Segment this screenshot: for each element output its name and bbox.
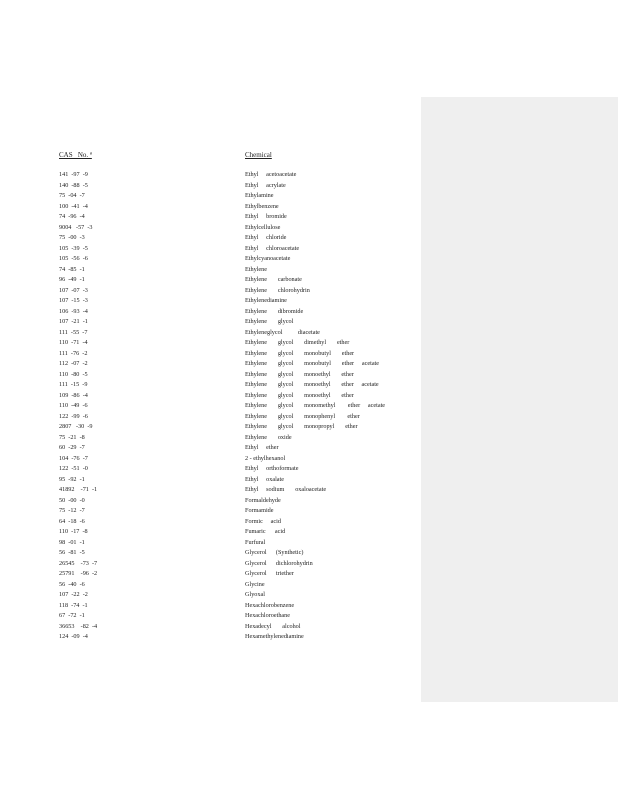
cas-number-column	[59, 170, 234, 643]
chemical-name-cell: Ethylene glycol	[245, 318, 294, 325]
cas-number-cell: 141 -97 -9	[59, 171, 88, 178]
cas-number-cell: 105 -56 -6	[59, 255, 88, 262]
chemical-name-cell: Ethylene glycol monobutyl ether acetate	[245, 360, 380, 367]
chemical-name-cell: Ethylene glycol dimethyl ether	[245, 339, 350, 346]
cas-number-cell: 67 -72 -1	[59, 612, 85, 619]
cas-number-cell: 112 -07 -2	[59, 360, 88, 367]
cas-number-cell: 100 -41 -4	[59, 202, 88, 210]
cas-number-cell: 107 -15 -3	[59, 297, 88, 304]
cas-number-cell: 107 -21 -1	[59, 318, 88, 325]
cas-number-cell: 56 -40 -6	[59, 580, 85, 588]
cas-number-cell: 98 -01 -1	[59, 538, 85, 546]
chemical-name-cell: Ethylene glycol monoethyl ether acetate	[245, 381, 379, 388]
chemical-name-cell: Glycerol triether	[245, 570, 294, 577]
chemical-name-cell: Formaldehyde	[245, 496, 281, 504]
cas-number-cell: 110 -49 -6	[59, 402, 88, 409]
cas-number-cell: 111 -15 -9	[59, 381, 88, 388]
chemical-name-cell: Ethyl chloroacetate	[245, 244, 300, 252]
chemical-name-cell: Ethylene oxide	[245, 433, 292, 441]
cas-number-cell: 104 -76 -7	[59, 454, 88, 462]
chemical-name-cell: Ethylbenzene	[245, 202, 279, 210]
chemical-name-cell: Fumaric acid	[245, 528, 286, 535]
cas-number-cell: 56 -81 -5	[59, 549, 85, 556]
chemical-name-cell: Furfural	[245, 538, 266, 546]
chemical-header: Chemical	[245, 151, 272, 159]
cas-number-cell: 110 -80 -5	[59, 370, 88, 378]
cas-number-cell: 50 -00 -0	[59, 496, 85, 504]
cas-number-cell: 9004 -57 -3	[59, 223, 93, 231]
cas-number-cell: 96 -49 -1	[59, 276, 85, 283]
chemical-name-cell: Glycerol dichlorohydrin	[245, 559, 313, 567]
chemical-name-cell: Formic acid	[245, 517, 281, 525]
chemical-name-cell: Ethylene dibromide	[245, 307, 304, 315]
cas-number-cell: 74 -96 -4	[59, 213, 85, 220]
cas-number-cell: 110 -71 -4	[59, 339, 88, 346]
cas-number-cell: 36653 -82 -4	[59, 622, 98, 630]
chemical-name-cell: Ethyleneglycol diacetate	[245, 328, 320, 336]
cas-number-cell: 105 -39 -5	[59, 244, 88, 252]
cas-number-cell: 25791 -96 -2	[59, 570, 98, 577]
chemical-name-cell: 2 - ethylhexanol	[245, 454, 286, 462]
chemical-name-cell: Ethyl bromide	[245, 213, 287, 220]
chemical-name-cell: Ethylene carbonate	[245, 276, 302, 283]
cas-number-cell: 107 -22 -2	[59, 591, 88, 598]
comment-margin-panel	[421, 97, 618, 702]
cas-number-cell: 64 -18 -6	[59, 517, 85, 525]
chemical-name-cell: Glycerol (Synthetic)	[245, 549, 304, 556]
cas-number-cell: 75 -21 -8	[59, 433, 85, 441]
chemical-name-cell: Hexachlorobenzene	[245, 601, 295, 609]
chemical-name-cell: Ethylene glycol monomethyl ether acetate	[245, 402, 386, 409]
cas-number-cell: 140 -88 -5	[59, 181, 88, 189]
cas-number-header: CAS No. ª	[59, 151, 92, 159]
cas-number-cell: 107 -07 -3	[59, 286, 88, 294]
cas-number-cell: 74 -85 -1	[59, 265, 85, 273]
chemical-name-cell: Ethylene	[245, 265, 267, 273]
cas-number-cell: 122 -99 -6	[59, 412, 88, 420]
cas-number-cell: 118 -74 -1	[59, 601, 88, 609]
cas-number-cell: 124 -09 -4	[59, 633, 88, 640]
cas-number-cell: 75 -12 -7	[59, 507, 85, 514]
chemical-name-cell: Hexachloroethane	[245, 612, 291, 619]
chemical-name-cell: Ethylene glycol monopropyl ether	[245, 423, 358, 430]
chemical-name-cell: Ethyl acrylate	[245, 181, 286, 189]
cas-number-cell: 95 -92 -1	[59, 475, 85, 483]
chemical-name-cell: Ethyl oxalate	[245, 475, 285, 483]
chemical-name-cell: Ethyl orthoformate	[245, 465, 299, 472]
cas-number-cell: 2807 -30 -9	[59, 423, 93, 430]
chemical-name-cell: Ethyl ether	[245, 444, 279, 451]
chemical-name-cell: Hexadecyl alcohol	[245, 622, 301, 630]
cas-number-cell: 106 -93 -4	[59, 307, 88, 315]
chemical-name-cell: Hexamethylenediamine	[245, 633, 304, 640]
chemical-name-cell: Ethylenediamine	[245, 297, 287, 304]
chemical-name-cell: Ethylene glycol monobutyl ether	[245, 349, 355, 357]
chemical-name-cell: Ethyl acetoacetate	[245, 171, 297, 178]
cas-number-cell: 26545 -73 -7	[59, 559, 98, 567]
chemical-name-column	[245, 170, 415, 643]
cas-number-cell: 75 -00 -3	[59, 234, 85, 241]
cas-number-cell: 122 -51 -0	[59, 465, 88, 472]
cas-number-cell: 111 -55 -7	[59, 328, 88, 336]
chemical-name-cell: Ethylene glycol monoethyl ether	[245, 391, 354, 399]
cas-number-cell: 111 -76 -2	[59, 349, 88, 357]
chemical-name-cell: Ethyl chloride	[245, 234, 287, 241]
cas-number-cell: 109 -86 -4	[59, 391, 88, 399]
chemical-name-cell: Ethylene glycol monophenyl ether	[245, 412, 360, 420]
chemical-name-cell: Ethyl sodium oxaloacetate	[245, 486, 327, 493]
chemical-name-cell: Glycine	[245, 580, 265, 588]
cas-number-cell: 60 -29 -7	[59, 444, 85, 451]
cas-number-cell: 75 -04 -7	[59, 192, 85, 199]
cas-number-cell: 41892 -71 -1	[59, 486, 98, 493]
chemical-name-cell: Ethylcellulose	[245, 223, 281, 231]
chemical-name-cell: Ethylamine	[245, 192, 274, 199]
chemical-name-cell: Ethylene glycol monoethyl ether	[245, 370, 354, 378]
chemical-name-cell: Glyoxal	[245, 591, 265, 598]
cas-number-cell: 110 -17 -8	[59, 528, 88, 535]
chemical-name-cell: Formamide	[245, 507, 274, 514]
chemical-name-cell: Ethylene chlorohydrin	[245, 286, 310, 294]
chemical-name-cell: Ethylcyanoacetate	[245, 255, 291, 262]
